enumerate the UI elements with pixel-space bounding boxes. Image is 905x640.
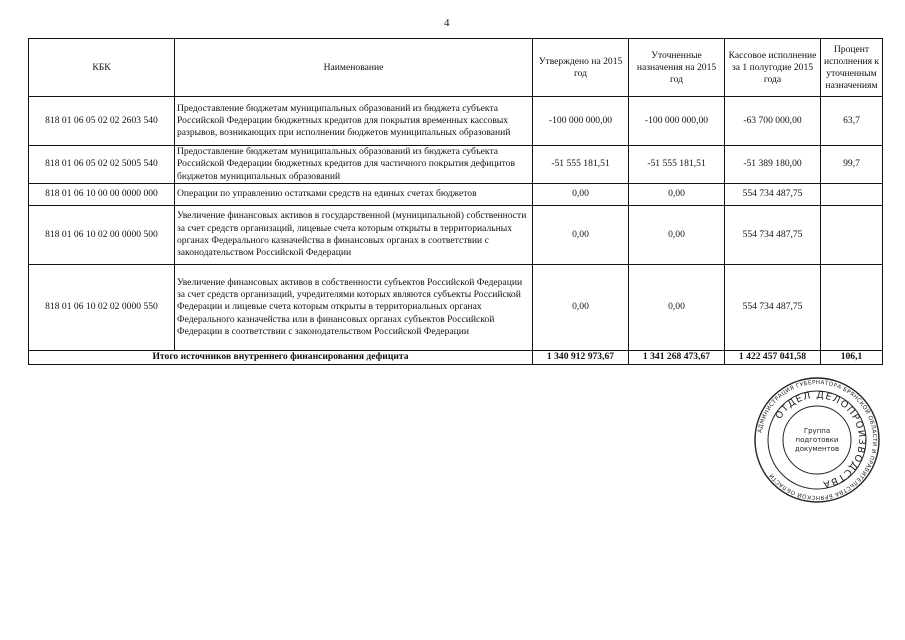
total-percent: 106,1	[821, 350, 883, 364]
row-approved: 0,00	[533, 205, 629, 264]
row-name: Предоставление бюджетам муниципальных образований из бюджета субъекта Российской Федерации бюджетных кредитов для покрытия временных кассовых разрывов, возникающих при исполнении бюджетов муниципальных образований	[175, 97, 533, 146]
budget-sources-table	[28, 38, 883, 365]
header-name: Наименование	[175, 39, 533, 97]
row-refined: 0,00	[629, 264, 725, 350]
row-cash: 554 734 487,75	[725, 264, 821, 350]
row-percent	[821, 205, 883, 264]
total-label: Итого источников внутреннего финансирования дефицита	[29, 350, 533, 364]
row-approved: 0,00	[533, 264, 629, 350]
row-kbk: 818 01 06 10 00 00 0000 000	[29, 183, 175, 205]
row-refined: -100 000 000,00	[629, 97, 725, 146]
row-kbk: 818 01 06 10 02 00 0000 500	[29, 205, 175, 264]
row-percent: 99,7	[821, 146, 883, 184]
table-row	[29, 146, 883, 184]
row-name: Предоставление бюджетам муниципальных образований из бюджета субъекта Российской Федерации бюджетных кредитов для частичного покрытия дефицитов бюджетов муниципальных образований	[175, 146, 533, 184]
row-cash: 554 734 487,75	[725, 183, 821, 205]
row-kbk: 818 01 06 05 02 02 5005 540	[29, 146, 175, 184]
stamp-center-line2: подготовки	[795, 436, 839, 444]
row-approved: -100 000 000,00	[533, 97, 629, 146]
table-header-row	[29, 39, 883, 97]
total-approved: 1 340 912 973,67	[533, 350, 629, 364]
total-row	[29, 350, 883, 364]
row-approved: 0,00	[533, 183, 629, 205]
stamp-center-line1: Группа	[803, 427, 831, 435]
total-cash: 1 422 457 041,58	[725, 350, 821, 364]
header-kbk: КБК	[29, 39, 175, 97]
total-refined: 1 341 268 473,67	[629, 350, 725, 364]
stamp-outer-text: АДМИНИСТРАЦИЯ ГУБЕРНАТОРА БРЯНСКОЙ ОБЛАСТИ И ПРАВИТЕЛЬСТВА БРЯНСКОЙ ОБЛАСТИ	[757, 379, 878, 501]
stamp-dept-text: ОТДЕЛ ДЕЛОПРОИЗВОДСТВА	[773, 389, 868, 490]
row-refined: 0,00	[629, 205, 725, 264]
row-percent	[821, 183, 883, 205]
table-row	[29, 264, 883, 350]
header-approved: Утверждено на 2015 год	[533, 39, 629, 97]
table-row	[29, 205, 883, 264]
row-cash: -63 700 000,00	[725, 97, 821, 146]
row-approved: -51 555 181,51	[533, 146, 629, 184]
table-row	[29, 183, 883, 205]
row-refined: -51 555 181,51	[629, 146, 725, 184]
page-number: 4	[444, 17, 450, 29]
header-refined: Уточненные назначения на 2015 год	[629, 39, 725, 97]
header-cash: Кассовое исполнение за 1 полугодие 2015 года	[725, 39, 821, 97]
row-cash: 554 734 487,75	[725, 205, 821, 264]
row-name: Увеличение финансовых активов в государственной (муниципальной) собственности за счет средств организаций, лицевые счета которым открыты в территориальных органах Федерального казначейства в финансовых органах в соответствии с законодательством Российской Федерации	[175, 205, 533, 264]
table-row	[29, 97, 883, 146]
row-kbk: 818 01 06 10 02 02 0000 550	[29, 264, 175, 350]
row-percent	[821, 264, 883, 350]
office-stamp	[753, 376, 881, 504]
row-cash: -51 389 180,00	[725, 146, 821, 184]
stamp-seal-graphic	[753, 376, 881, 504]
header-percent: Процент исполнения к уточненным назначениям	[821, 39, 883, 97]
row-refined: 0,00	[629, 183, 725, 205]
row-name: Увеличение финансовых активов в собственности субъектов Российской Федерации за счет средств организаций, учредителями которых являются субъекты Российской Федерации и лицевые счета которым открыты в территориальных органах Федерального казначейства или в финансовых органах субъектов Российской Федерации в соответствии с законодательством Российской Федерации	[175, 264, 533, 350]
row-percent: 63,7	[821, 97, 883, 146]
stamp-center-line3: документов	[794, 445, 840, 453]
row-name: Операции по управлению остатками средств на единых счетах бюджетов	[175, 183, 533, 205]
row-kbk: 818 01 06 05 02 02 2603 540	[29, 97, 175, 146]
